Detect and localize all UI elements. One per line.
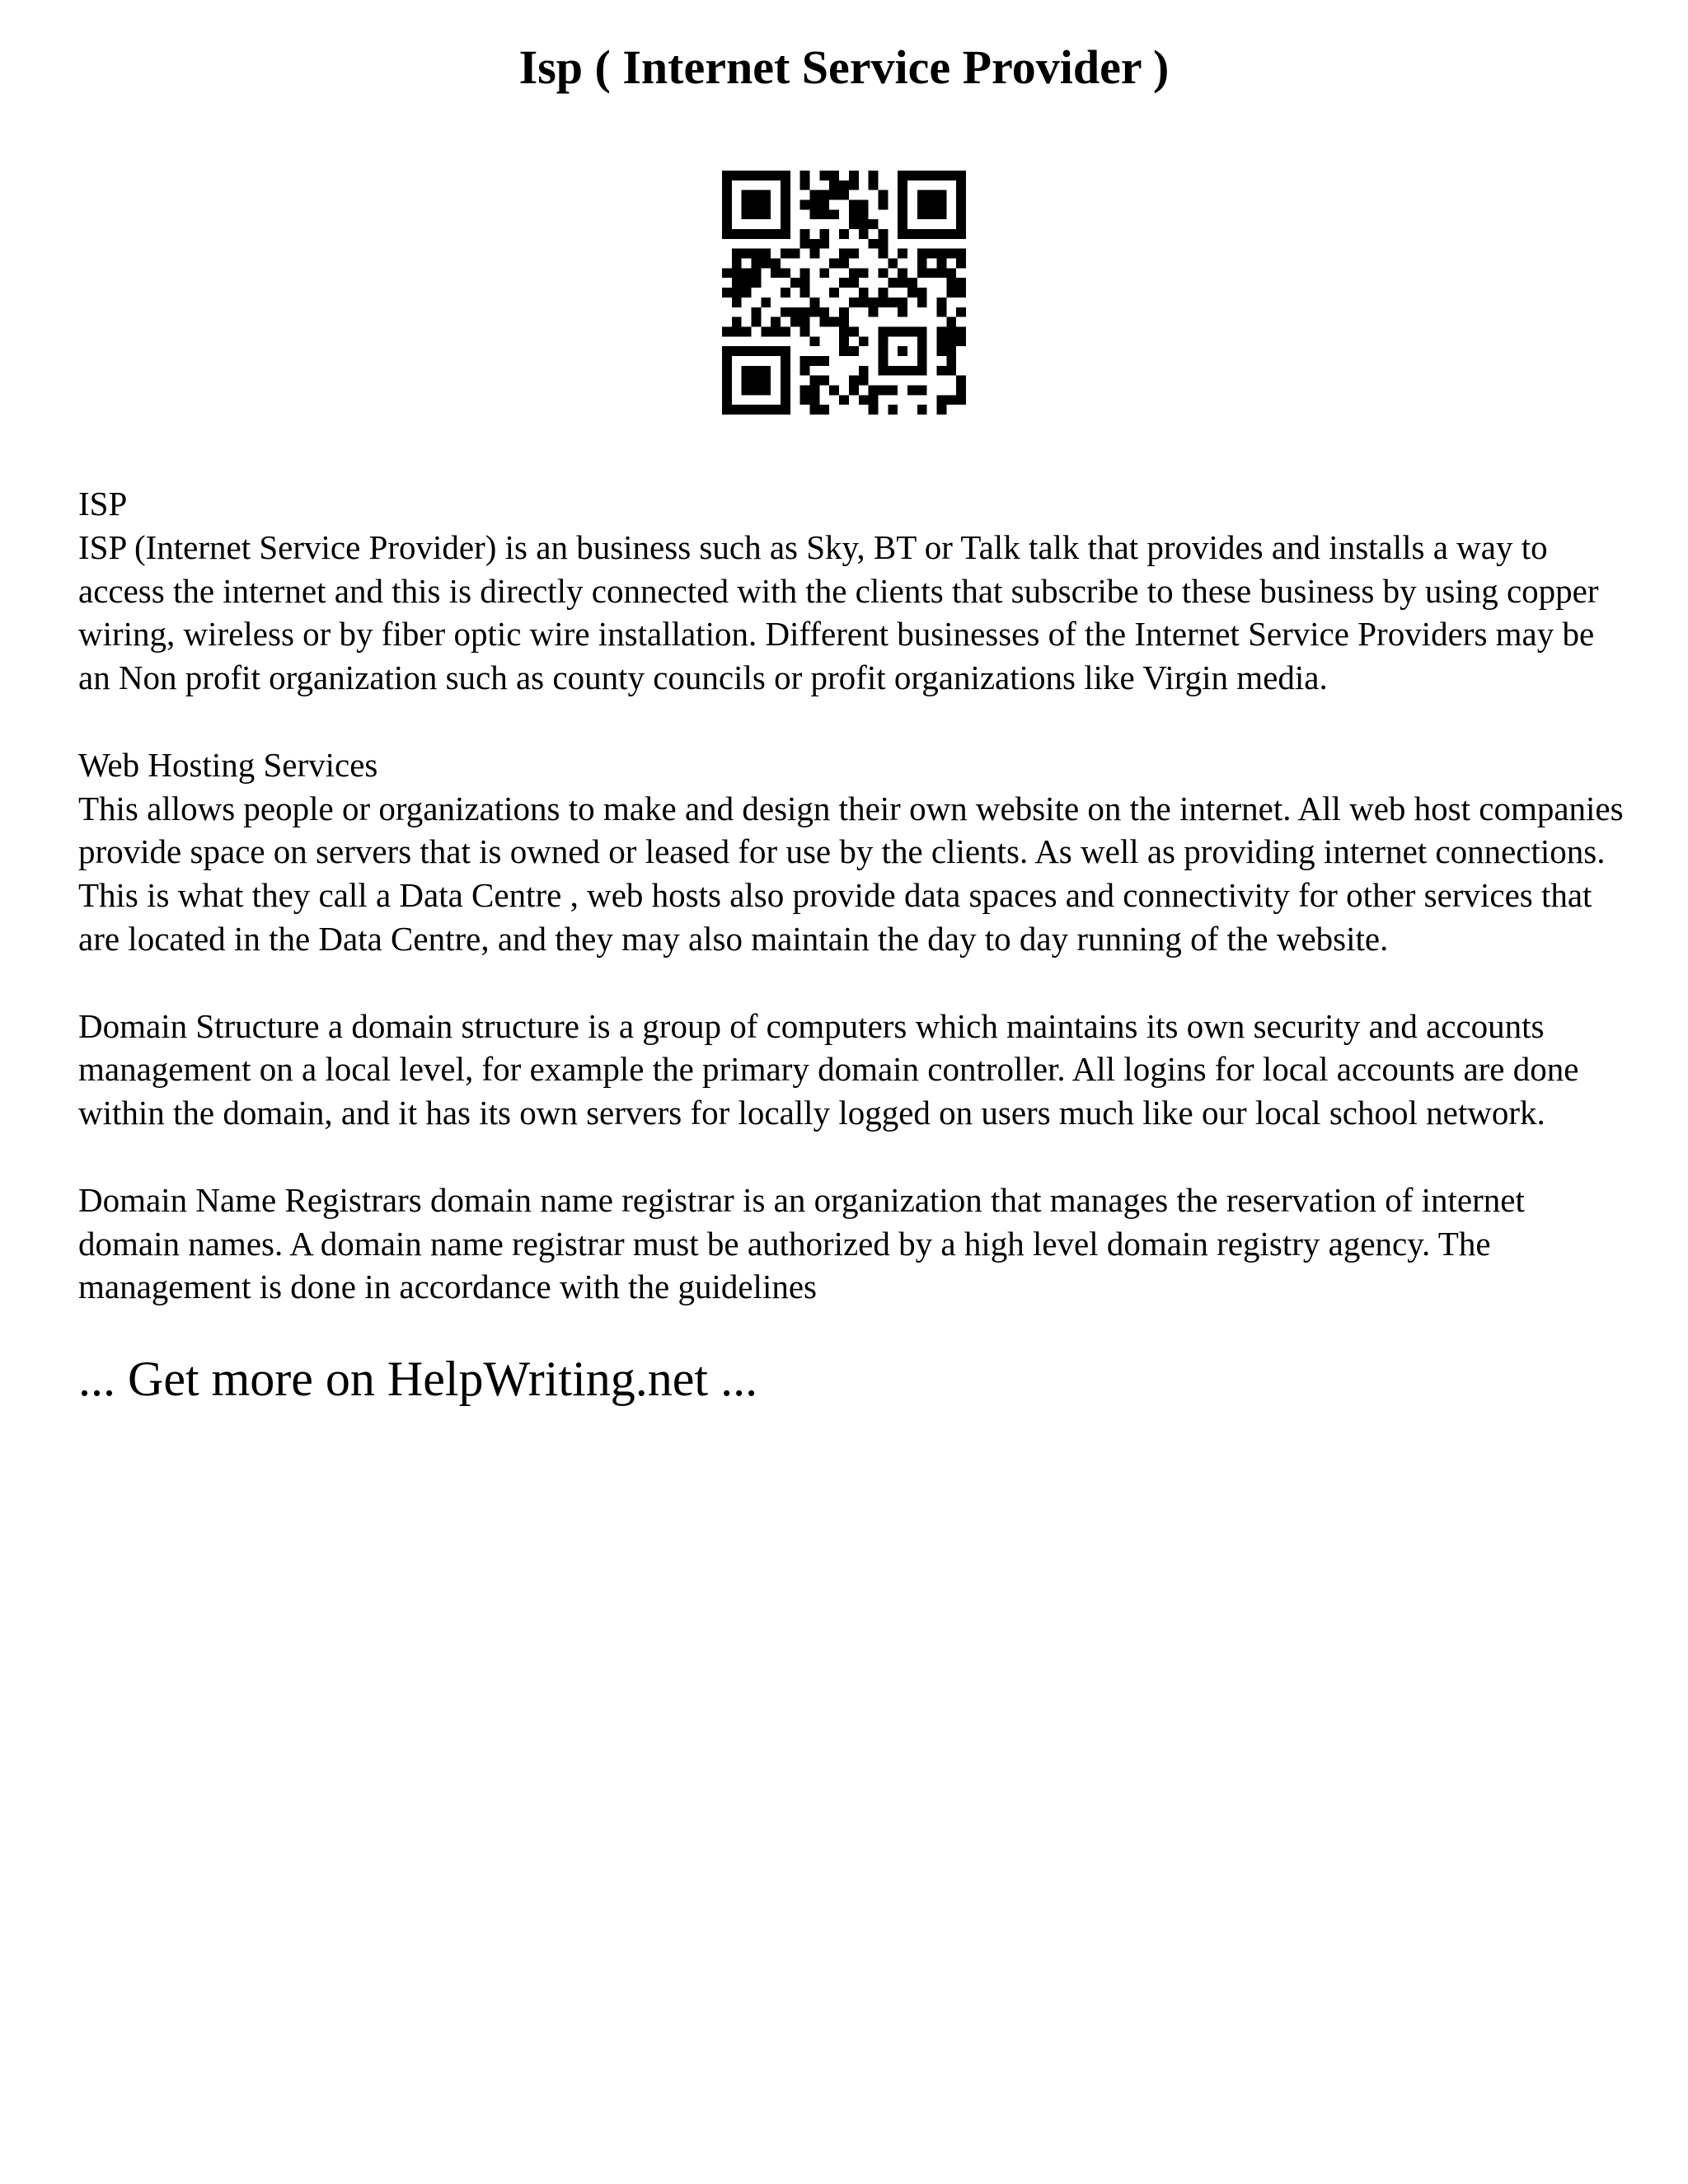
- section-isp: [78, 482, 1628, 700]
- section-body: This allows people or organizations to make and design their own website on the internet. All web host companies provide space on servers that is owned or leased for use by the clients. As well as providing internet connections. This is what they call a Data Centre , web hosts also provide data spaces and connectivity for other services that are located in the Data Centre, and they may also maintain the day to day running of the website.: [78, 789, 1624, 958]
- document-body: [78, 482, 1628, 1408]
- section-web-hosting: [78, 743, 1628, 961]
- section-heading: ISP: [78, 485, 128, 523]
- section-domain-structure: [78, 1005, 1628, 1135]
- section-body: Domain Structure a domain structure is a group of computers which maintains its own security and accounts management on a local level, for example the primary domain controller. All logins for local accounts are done within the domain, and it has its own servers for locally logged on users much like our local school network.: [78, 1006, 1579, 1132]
- get-more-link[interactable]: ... Get more on HelpWriting.net ...: [78, 1351, 758, 1406]
- qr-code-icon: [722, 171, 966, 415]
- section-domain-registrars: [78, 1179, 1628, 1309]
- page-title: Isp ( Internet Service Provider ): [518, 40, 1170, 94]
- section-body: ISP (Internet Service Provider) is an business such as Sky, BT or Talk talk that provides and installs a way to access the internet and this is directly connected with the clients that subscribe to these business by using copper wiring, wireless or by fiber optic wire installation. Different businesses of the Internet Service Providers may be an Non profit organization such as county councils or profit organizations like Virgin media.: [78, 527, 1599, 697]
- section-body: Domain Name Registrars domain name registrar is an organization that manages the reservation of internet domain names. A domain name registrar must be authorized by a high level domain registry agency. The management is done in accordance with the guidelines: [78, 1180, 1525, 1306]
- section-heading: Web Hosting Services: [78, 745, 378, 784]
